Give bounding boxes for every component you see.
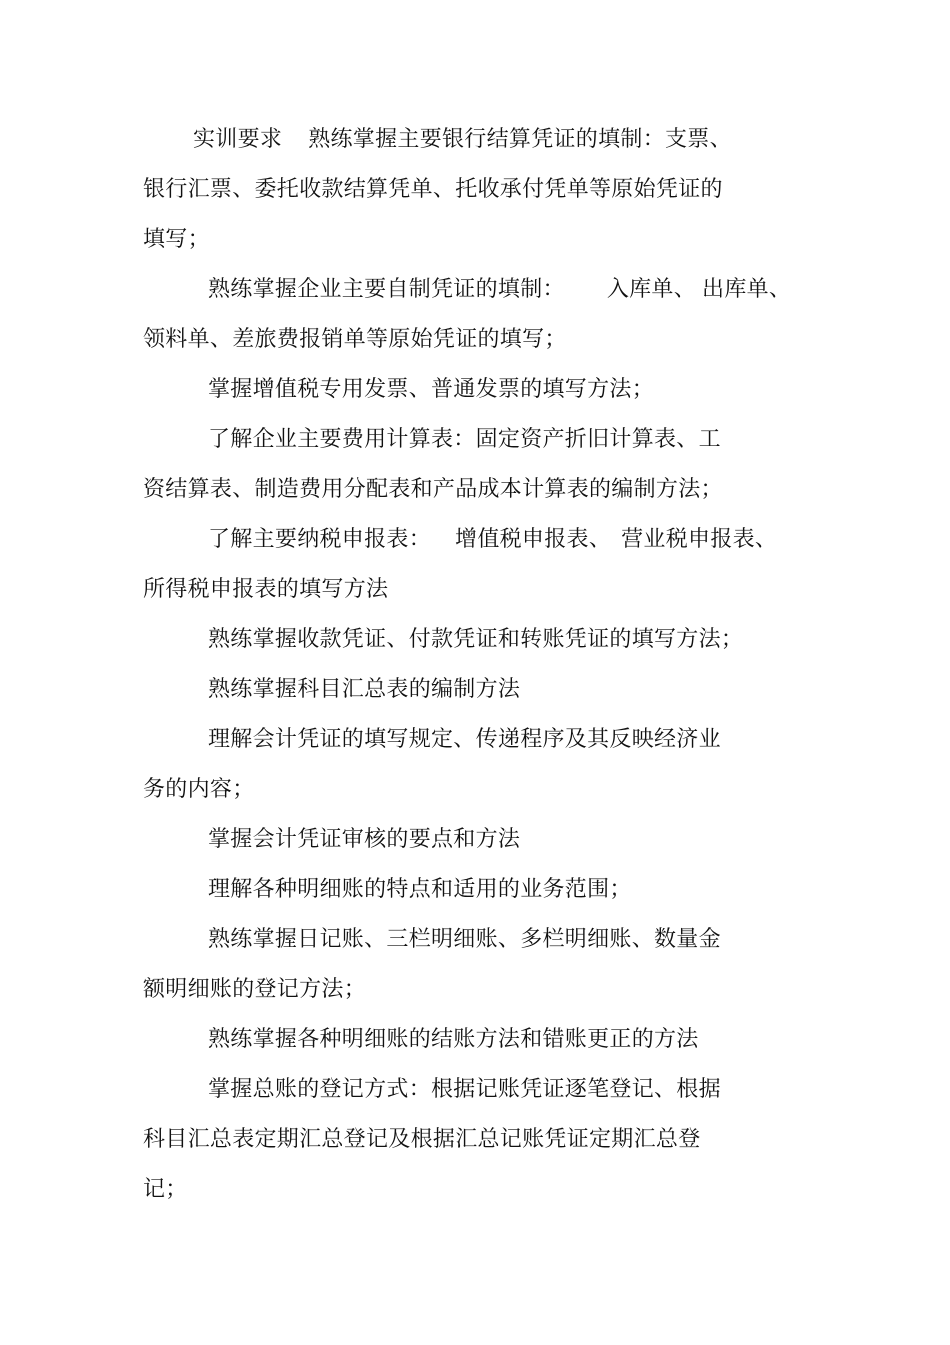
text-line <box>143 226 210 254</box>
text-segment: 资结算表、制造费用分配表和产品成本计算表的编制方法； <box>143 477 723 502</box>
text-line <box>143 1176 188 1204</box>
text-segment: 额明细账的登记方法； <box>143 977 367 1002</box>
text-segment: 科目汇总表定期汇总登记及根据汇总记账凭证定期汇总登 <box>143 1127 701 1152</box>
text-line <box>143 776 255 804</box>
text-line <box>208 526 777 554</box>
text-segment: 熟练掌握主要银行结算凭证的填制：支票、 <box>308 127 732 152</box>
text-segment: 熟练掌握收款凭证、付款凭证和转账凭证的填写方法； <box>208 627 744 652</box>
text-segment: 务的内容； <box>143 777 255 802</box>
text-line <box>143 576 388 604</box>
text-segment: 了解企业主要费用计算表：固定资产折旧计算表、工 <box>208 427 721 452</box>
text-line <box>208 876 632 904</box>
text-segment: 填写； <box>143 227 210 252</box>
text-line <box>143 176 723 204</box>
text-segment: 出库单、 <box>702 277 792 302</box>
text-line <box>143 326 567 354</box>
text-segment: 掌握总账的登记方式：根据记账凭证逐笔登记、根据 <box>208 1077 721 1102</box>
text-segment: 熟练掌握日记账、三栏明细账、多栏明细账、数量金 <box>208 927 721 952</box>
text-line <box>208 926 721 954</box>
text-segment: 入库单、 <box>606 277 697 302</box>
text-segment: 银行汇票、委托收款结算凭单、托收承付凭单等原始凭证的 <box>143 177 723 202</box>
text-segment: 掌握增值税专用发票、普通发票的填写方法； <box>208 377 655 402</box>
text-segment: 熟练掌握企业主要自制凭证的填制： <box>208 277 565 302</box>
text-segment: 营业税申报表、 <box>621 527 778 552</box>
text-segment: 实训要求 <box>193 127 283 152</box>
text-segment: 记； <box>143 1177 188 1202</box>
text-segment: 领料单、差旅费报销单等原始凭证的填写； <box>143 327 567 352</box>
text-line <box>208 1076 721 1104</box>
text-segment: 理解各种明细账的特点和适用的业务范围； <box>208 877 632 902</box>
text-line <box>208 626 743 654</box>
text-line <box>143 1126 701 1154</box>
text-segment: 掌握会计凭证审核的要点和方法 <box>208 827 521 852</box>
text-segment: 熟练掌握科目汇总表的编制方法 <box>208 677 521 702</box>
text-segment: 理解会计凭证的填写规定、传递程序及其反映经济业 <box>208 727 721 752</box>
text-segment: 增值税申报表、 <box>455 527 612 552</box>
text-segment: 熟练掌握各种明细账的结账方法和错账更正的方法 <box>208 1027 699 1052</box>
text-segment: 了解主要纳税申报表： <box>208 527 432 552</box>
text-line <box>208 826 520 854</box>
text-line <box>143 976 366 1004</box>
text-line <box>208 276 791 304</box>
text-line <box>208 376 654 404</box>
text-line <box>208 1026 699 1054</box>
text-line <box>208 676 520 704</box>
text-line <box>193 126 732 154</box>
text-line <box>208 726 721 754</box>
text-segment: 所得税申报表的填写方法 <box>143 577 389 602</box>
text-line <box>143 476 723 504</box>
text-line <box>208 426 721 454</box>
